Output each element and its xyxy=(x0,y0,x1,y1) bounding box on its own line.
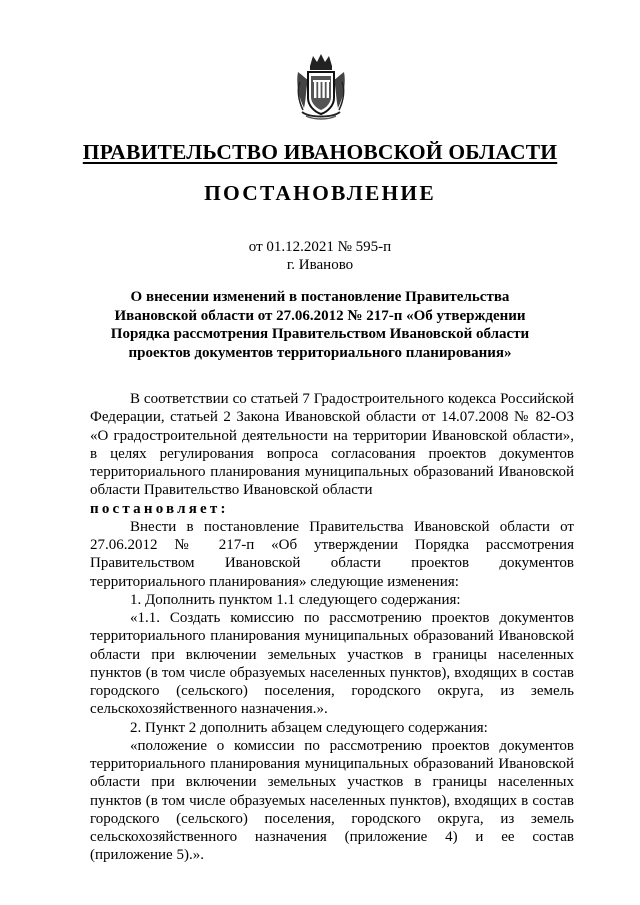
intro-paragraph: Внести в постановление Правительства Ивановской области от 27.06.2012 № 217-п «Об утверждении Порядка рассмотрения Правительством Ивановской области проектов документов территориального планирования» следующие изменения: xyxy=(90,518,574,590)
item1-paragraph: 1. Дополнить пунктом 1.1 следующего содержания: xyxy=(130,591,461,608)
document-body xyxy=(90,390,574,865)
coat-of-arms-icon xyxy=(294,52,348,120)
document-title: О внесении изменений в постановление Правительства Ивановской области от 27.06.2012 № 217-п «Об утверждении Порядка рассмотрения Правительством Ивановской области проектов документов территориального планирования» xyxy=(110,289,530,361)
city: г. Иваново xyxy=(286,257,354,273)
item2-text-paragraph: «положение о комиссии по рассмотрению проектов документов территориального планирования муниципальных образований Ивановской области при включении земельных участков в границы населенных пунктов (в том числе образуемых населенных пунктов), входящих в состав городского (сельского) поселения, городского округа, из земель сельскохозяйственного назначения (приложение 4) и ее состав (приложение 5).». xyxy=(90,737,574,864)
organization-name: ПРАВИТЕЛЬСТВО ИВАНОВСКОЙ ОБЛАСТИ xyxy=(82,140,558,164)
item1-text-paragraph: «1.1. Создать комиссию по рассмотрению проектов документов территориального планирования муниципальных образований Ивановской области при включении земельных участков в границы населенных пунктов (в том числе образуемых населенных пунктов), входящих в состав городского (сельского) поселения, городского округа, из земель сельскохозяйственного назначения.». xyxy=(90,610,574,718)
item2-paragraph: 2. Пункт 2 дополнить абзацем следующего содержания: xyxy=(130,719,488,736)
decree-word: постановляет: xyxy=(90,500,229,517)
preamble-paragraph: В соответствии со статьей 7 Градостроительного кодекса Российской Федерации, статьей 2 Закона Ивановской области от 14.07.2008 № 82-ОЗ «О градостроительной деятельности на территории Ивановской области», в целях регулирования вопроса согласования проектов документов территориального планирования муниципальных образований Ивановской области Правительство Ивановской области xyxy=(90,391,574,499)
document-type: ПОСТАНОВЛЕНИЕ xyxy=(204,181,436,205)
decree-word-paragraph xyxy=(90,500,574,518)
date-number: от 01.12.2021 № 595-п xyxy=(248,239,392,255)
